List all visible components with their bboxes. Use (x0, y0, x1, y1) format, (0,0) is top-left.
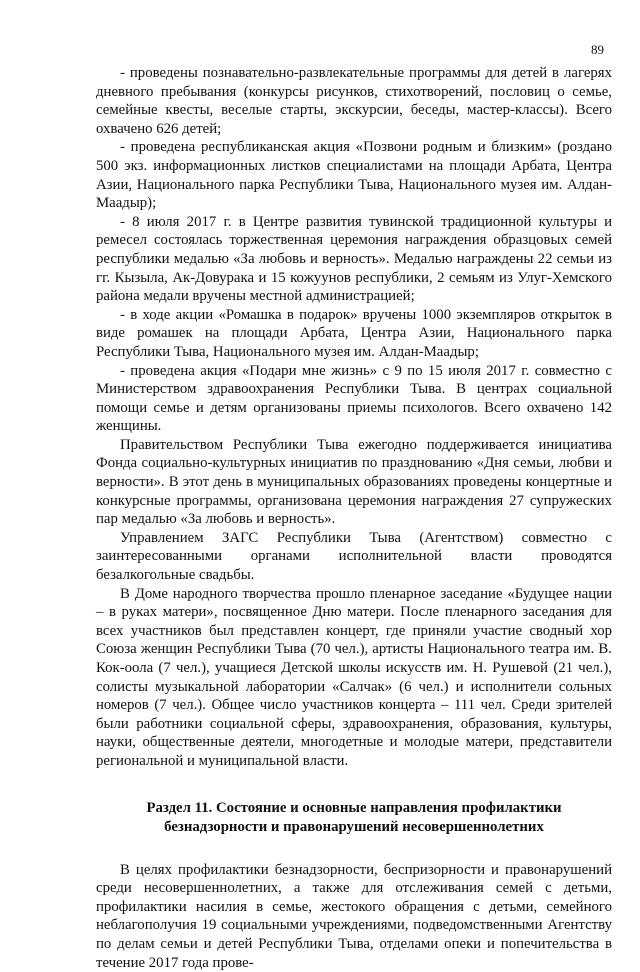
paragraph-give-me-life-campaign: - проведена акция «Подари мне жизнь» с 9 по 15 июля 2017 г. совместно с Министерством здравоохранения Республики Тыва. В центрах социальной помощи семье и детям организованы приемы психологов. Всего охвачено 142 женщины. (96, 362, 612, 435)
page-number: 89 (591, 42, 604, 57)
paragraph-love-fidelity-medal: - 8 июля 2017 г. в Центре развития тувинской традиционной культуры и ремесел состоялась торжественная церемония награждения образцовых семей республики медалью «За любовь и верность». Медалью награждены 22 семьи из гг. Кызыла, Ак-Довурака и 15 кожуунов республики, 2 семьям из Улуг-Хемского района медали вручены местной администрацией; (96, 213, 612, 305)
document-body (96, 64, 612, 972)
paragraph-mothers-day-concert: В Доме народного творчества прошло пленарное заседание «Будущее нации – в руках матери», посвященное Дню матери. После пленарного заседания для всех участников был представлен концерт, где приняли участие сводный хор Союза женщин Республики Тыва (70 чел.), артисты Национального театра им. В. Кок-оола (7 чел.), учащиеся Детской школы искусств им. Н. Рушевой (21 чел.), солисты музыкальной лаборатории «Салчак» (6 чел.) и исполнители сольных номеров (7 чел.). Общее число участников концерта – 111 чел. Среди зрителей были работники социальной сферы, здравоохранения, образования, культуры, науки, общественные деятели, многодетные и молодые матери, представители региональной и муниципальной власти. (96, 585, 612, 769)
paragraph-children-programs: - проведены познавательно-развлекательные программы для детей в лагерях дневного пребывания (конкурсы рисунков, стихотворений, пословиц о семье, семейные квесты, веселые старты, экскурсии, беседы, мастер-классы). Всего охвачено 626 детей; (96, 65, 612, 137)
paragraph-chamomile-campaign: - в ходе акции «Ромашка в подарок» вручены 1000 экземпляров открыток в виде ромашек на площади Арбата, Центра Азии, Национального парка Республики Тыва, Национального музея им. Алдан-Маадыр; (96, 306, 612, 360)
section-heading-line-2: безнадзорности и правонарушений несовершеннолетних (164, 818, 544, 835)
section-heading (96, 799, 612, 837)
paragraph-call-relatives-campaign: - проведена республиканская акция «Позвони родным и близким» (роздано 500 экз. информационных листков специалистами на площади Арбата, Центра Азии, Национального парка Республики Тыва, Национального музея им. Алдан-Маадыр); (96, 139, 612, 212)
paragraph-sober-weddings: Управлением ЗАГС Республики Тыва (Агентством) совместно с заинтересованными органами исполнительной власти проводятся безалкогольные свадьбы. (96, 529, 612, 584)
paragraph-family-day: Правительством Республики Тыва ежегодно поддерживается инициатива Фонда социально-культурных инициатив по празднованию «Дня семьи, любви и верности». В этот день в муниципальных образованиях проведены концертные и конкурсные программы, организована церемония награждения 27 супружеских пар медалью «За любовь и верность». (96, 436, 612, 528)
section-heading-line-1: Раздел 11. Состояние и основные направления профилактики (146, 799, 562, 816)
paragraph-prevention: В целях профилактики безнадзорности, беспризорности и правонарушений среди несовершеннолетних, а также для отслеживания семей с детьми, профилактики насилия в семье, жестокого обращения с детьми, семейного неблагополучия 19 социальными учреждениями, подведомственными Агентству по делам семьи и детей Республики Тыва, отделами опеки и попечительства в течение 2017 года прове- (96, 861, 612, 971)
